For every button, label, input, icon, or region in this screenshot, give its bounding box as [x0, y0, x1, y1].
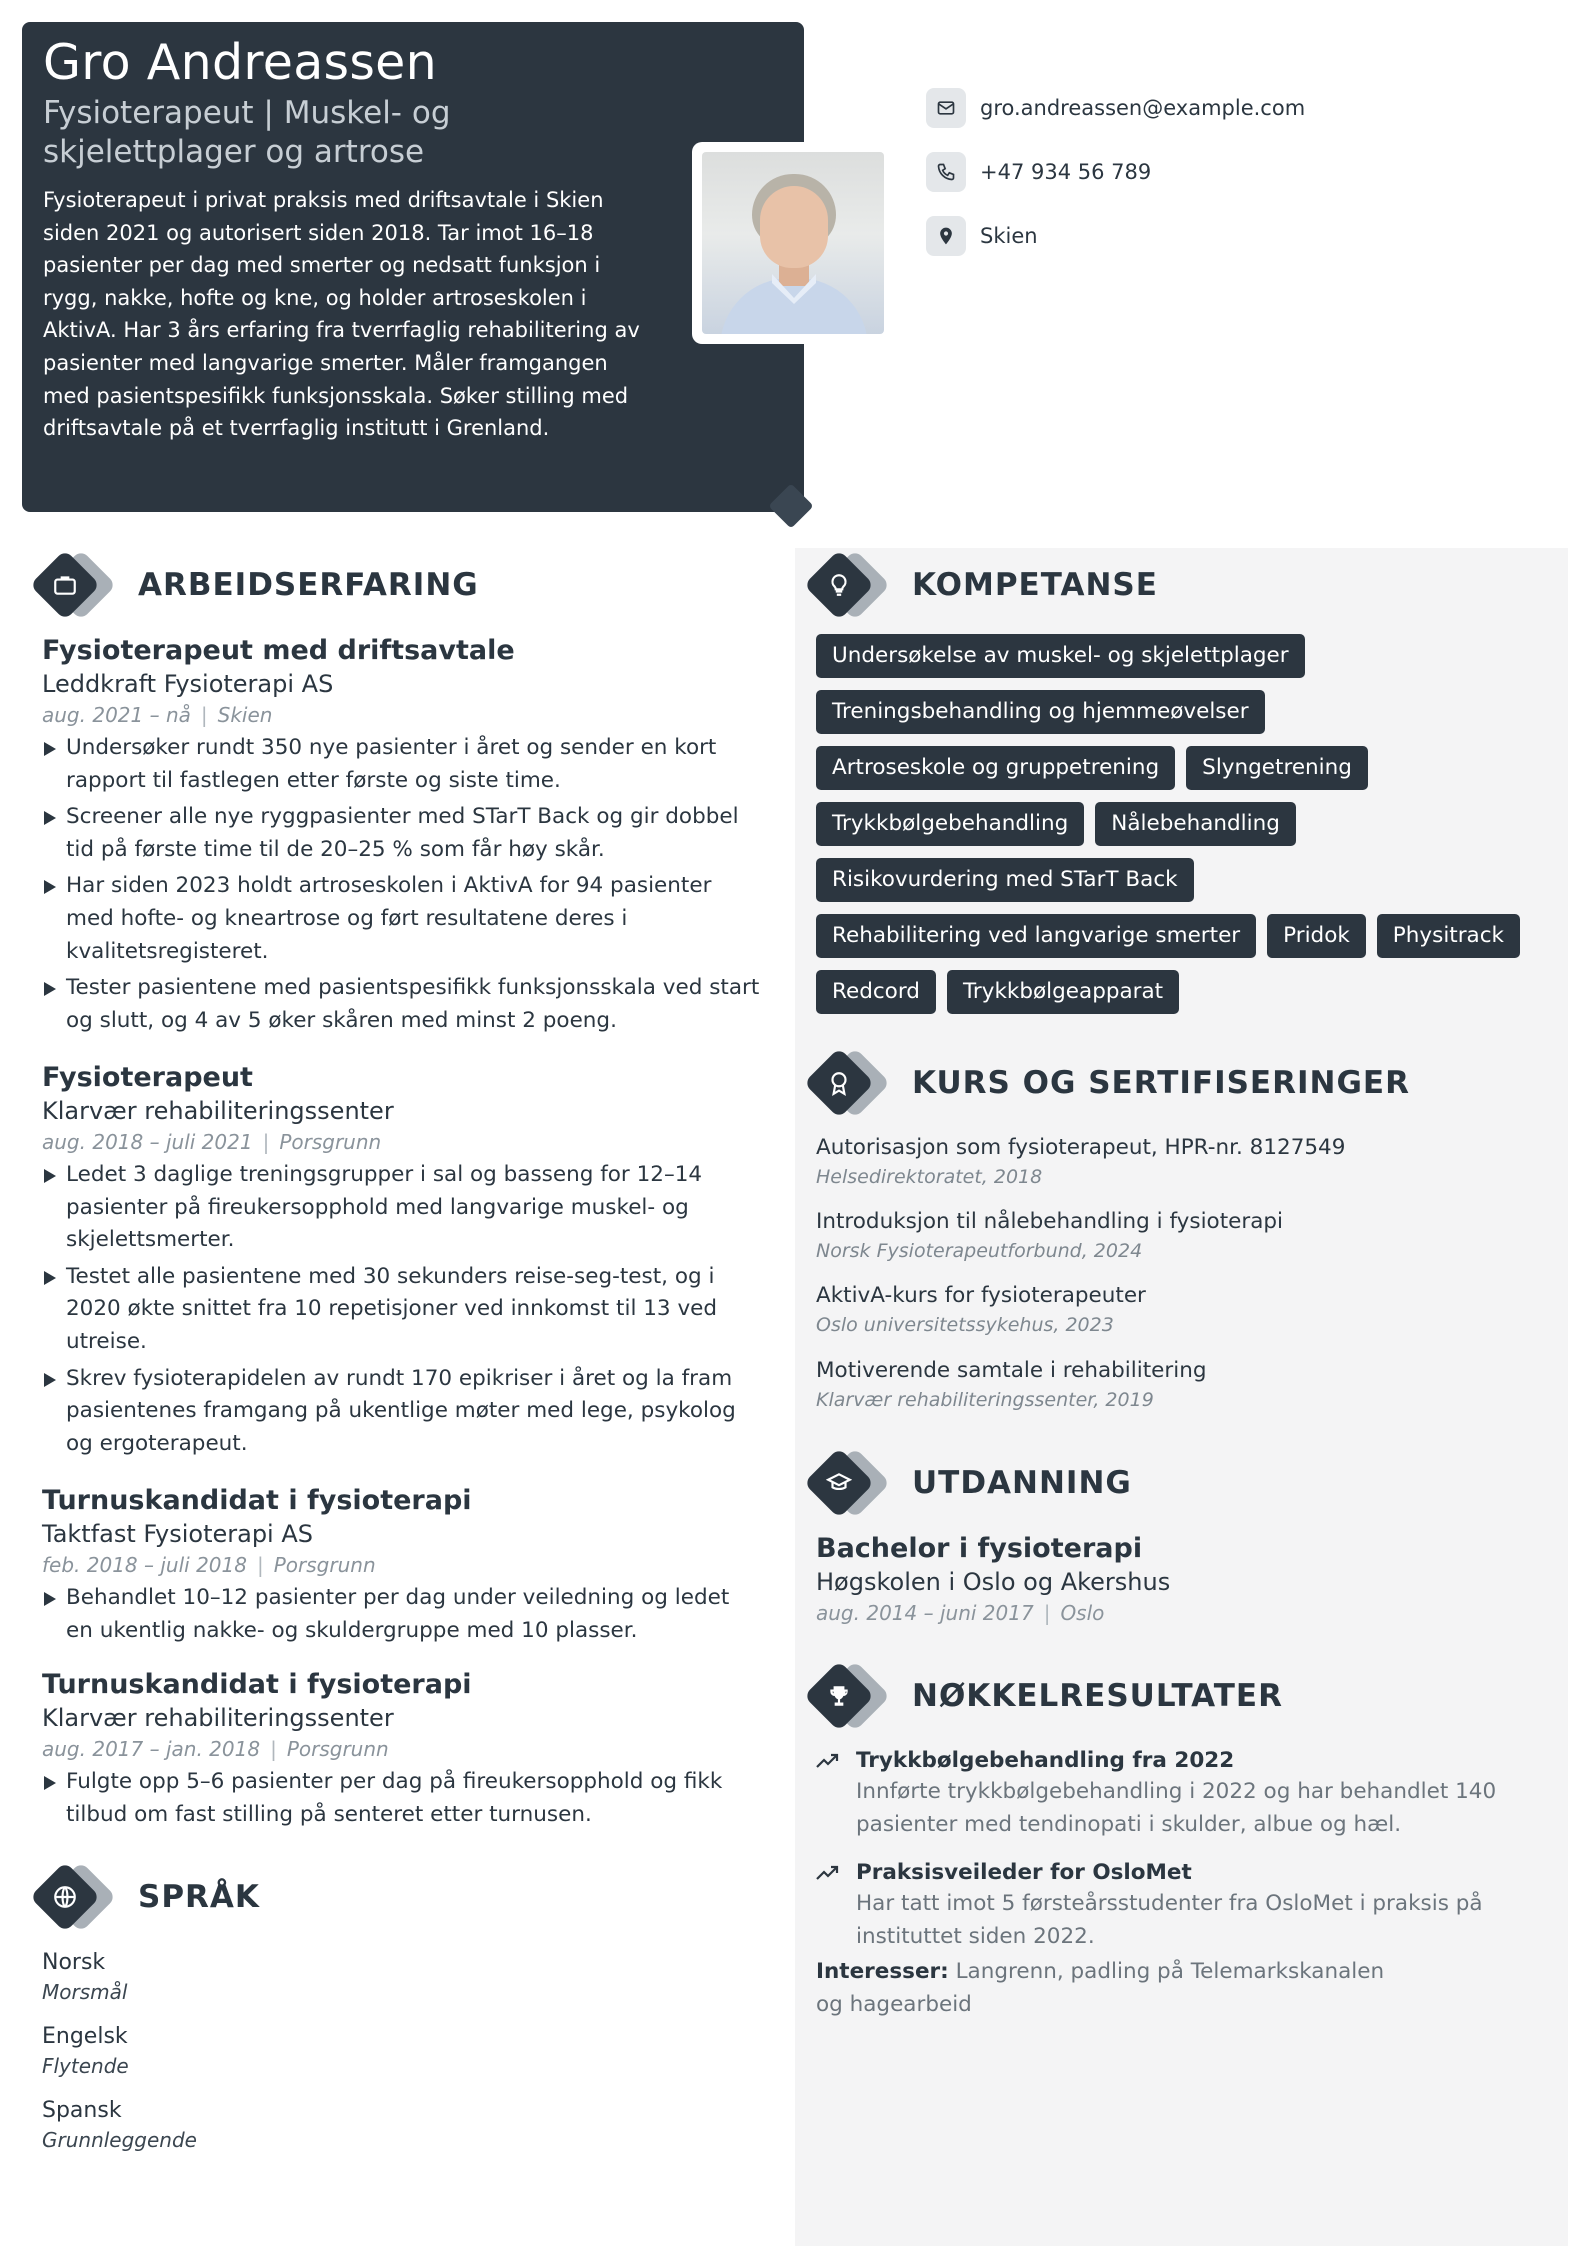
job-entry [42, 1061, 762, 1464]
interests-label: Interesser: [816, 1959, 949, 1984]
section-skills-heading [800, 546, 1158, 624]
cert-org: Oslo universitetssykehus, 2023 [816, 1314, 1114, 1336]
bullet: Testet alle pasientene med 30 sekunders reise-seg-test, og i 2020 økte snittet fra 10 repetisjoner ved innkomst til 13 ved utreise. [42, 1261, 762, 1359]
school: Høgskolen i Oslo og Akershus [816, 1568, 1171, 1596]
result-title: Praksisveileder for OsloMet [856, 1860, 1192, 1885]
cert-item [816, 1281, 1146, 1339]
result-description: Innførte trykkbølgebehandling i 2022 og har behandlet 140 pasienter med tendinopati i skulder, albue og hæl. [856, 1779, 1497, 1837]
job-company: Klarvær rehabiliteringssenter [42, 1704, 394, 1732]
email-text: gro.andreassen@example.com [980, 96, 1306, 120]
cert-name: Introduksjon til nålebehandling i fysioterapi [816, 1209, 1283, 1234]
job-title: Turnuskandidat i fysioterapi [42, 1485, 472, 1516]
job-entry [42, 1668, 762, 1835]
cert-name: Motiverende samtale i rehabilitering [816, 1358, 1207, 1383]
skill-chip: Risikovurdering med STarT Back [816, 858, 1194, 902]
section-languages-heading [26, 1858, 260, 1936]
header-card [22, 22, 804, 512]
skill-chip: Slyngetrening [1186, 746, 1368, 790]
location-text: Skien [980, 224, 1038, 248]
job-meta: aug. 2017 – jan. 2018 | Porsgrunn [42, 1737, 389, 1761]
briefcase-icon [52, 572, 78, 598]
graduation-cap-icon [826, 1470, 852, 1496]
section-title: UTDANNING [912, 1465, 1132, 1501]
bullet: Skrev fysioterapidelen av rundt 170 epikriser i året og la fram pasientenes framgang på ukentlige møter med lege, psykolog og ergoterapeut. [42, 1363, 762, 1461]
section-title: ARBEIDSERFARING [138, 567, 479, 603]
interests [816, 1956, 1416, 2021]
cert-item [816, 1356, 1206, 1414]
candidate-name: Gro Andreassen [43, 34, 437, 91]
result-item [816, 1858, 1516, 1953]
section-title: KURS OG SERTIFISERINGER [912, 1065, 1410, 1101]
job-company: Taktfast Fysioterapi AS [42, 1520, 313, 1548]
skill-chip: Pridok [1267, 914, 1366, 958]
bullet: Tester pasientene med pasientspesifikk funksjonsskala ved start og slutt, og 4 av 5 øker skåren med minst 2 poeng. [42, 972, 762, 1037]
profile-summary: Fysioterapeut i privat praksis med driftsavtale i Skien siden 2021 og autorisert siden 2018. Tar imot 16–18 pasienter per dag med smerter og nedsatt funksjon i rygg, nakke, hofte og kne, og holder artroseskolen i AktivA. Har 3 års erfaring fra tverrfaglig rehabilitering av pasienter med langvarige smerter. Måler framgangen med pasientspesifikk funksjonsskala. Søker stilling med driftsavtale på et tverrfaglig institutt i Grenland. [43, 188, 640, 441]
job-bullets [42, 1766, 762, 1831]
education-entry [816, 1532, 1170, 1628]
cert-name: AktivA-kurs for fysioterapeuter [816, 1283, 1146, 1308]
job-meta: aug. 2021 – nå | Skien [42, 703, 273, 727]
skill-chip: Nålebehandling [1095, 802, 1296, 846]
job-entry [42, 634, 762, 1041]
language-level: Flytende [42, 2054, 129, 2078]
bullet: Behandlet 10–12 pasienter per dag under veiledning og ledet en ukentlig nakke- og skuldergruppe med 10 plasser. [42, 1582, 762, 1647]
contact-email[interactable] [926, 88, 1305, 128]
lightbulb-icon [826, 572, 852, 598]
candidate-title: Fysioterapeut | Muskel- og skjelettplager og artrose [43, 95, 451, 170]
section-title: SPRÅK [138, 1879, 260, 1915]
language-level: Grunnleggende [42, 2128, 197, 2152]
cert-org: Norsk Fysioterapeutforbund, 2024 [816, 1240, 1143, 1262]
job-meta: feb. 2018 – juli 2018 | Porsgrunn [42, 1553, 376, 1577]
trending-up-icon [816, 1752, 840, 1770]
bullet: Undersøker rundt 350 nye pasienter i året og sender en kort rapport til fastlegen etter første og siste time. [42, 732, 762, 797]
section-title: KOMPETANSE [912, 567, 1158, 603]
skill-chip: Redcord [816, 970, 936, 1014]
contact-list [926, 88, 1305, 280]
skill-chip: Artroseskole og gruppetrening [816, 746, 1175, 790]
section-education-heading [800, 1444, 1132, 1522]
language-name: Engelsk [42, 2024, 128, 2049]
bullet: Har siden 2023 holdt artroseskolen i AktivA for 94 pasienter med hofte- og kneartrose og ført resultatene deres i kvalitetsregisteret. [42, 870, 762, 968]
job-entry [42, 1484, 762, 1651]
cert-org: Helsedirektoratet, 2018 [816, 1166, 1043, 1188]
trending-up-icon [816, 1864, 840, 1882]
section-experience-heading [26, 546, 479, 624]
skill-chip: Physitrack [1377, 914, 1520, 958]
degree: Bachelor i fysioterapi [816, 1533, 1143, 1564]
phone-icon [926, 152, 966, 192]
cert-name: Autorisasjon som fysioterapeut, HPR-nr. 8127549 [816, 1135, 1346, 1160]
cert-item [816, 1133, 1345, 1191]
skill-chip: Treningsbehandling og hjemmeøvelser [816, 690, 1265, 734]
skill-chip: Rehabilitering ved langvarige smerter [816, 914, 1256, 958]
job-bullets [42, 1582, 762, 1647]
result-description: Har tatt imot 5 førsteårsstudenter fra OsloMet i praksis på instituttet siden 2022. [856, 1891, 1483, 1949]
bullet: Ledet 3 daglige treningsgrupper i sal og basseng for 12–14 pasienter på fireukersopphold med langvarige muskel- og skjelettsmerter. [42, 1159, 762, 1257]
phone-text: +47 934 56 789 [980, 160, 1152, 184]
skill-chip: Trykkbølgeapparat [947, 970, 1179, 1014]
mail-icon [926, 88, 966, 128]
contact-location [926, 216, 1305, 256]
job-bullets [42, 1159, 762, 1460]
result-item [816, 1746, 1516, 1841]
cert-item [816, 1207, 1283, 1265]
bullet: Screener alle nye ryggpasienter med STarT Back og gir dobbel tid på første time til de 20–25 % som får høy skår. [42, 801, 762, 866]
section-results-heading [800, 1657, 1283, 1735]
job-bullets [42, 732, 762, 1037]
contact-phone[interactable] [926, 152, 1305, 192]
language-name: Norsk [42, 1950, 106, 1975]
job-title: Turnuskandidat i fysioterapi [42, 1669, 472, 1700]
interests-text: Langrenn, padling på Telemarkskanalen og hagearbeid [816, 1959, 1385, 2017]
section-certs-heading [800, 1044, 1410, 1122]
job-company: Leddkraft Fysioterapi AS [42, 670, 334, 698]
trophy-icon [826, 1683, 852, 1709]
job-meta: aug. 2018 – juli 2021 | Porsgrunn [42, 1130, 382, 1154]
job-title: Fysioterapeut [42, 1062, 253, 1093]
job-title: Fysioterapeut med driftsavtale [42, 635, 515, 666]
award-icon [826, 1070, 852, 1096]
language-name: Spansk [42, 2098, 122, 2123]
job-company: Klarvær rehabiliteringssenter [42, 1097, 394, 1125]
skill-chips [816, 634, 1556, 1026]
language-item [42, 2096, 197, 2154]
language-item [42, 1948, 127, 2006]
skill-chip: Undersøkelse av muskel- og skjelettplager [816, 634, 1305, 678]
result-title: Trykkbølgebehandling fra 2022 [856, 1748, 1235, 1773]
education-meta: aug. 2014 – juni 2017 | Oslo [816, 1601, 1105, 1625]
section-title: NØKKELRESULTATER [912, 1678, 1283, 1714]
language-item [42, 2022, 129, 2080]
language-level: Morsmål [42, 1980, 128, 2004]
cert-org: Klarvær rehabiliteringssenter, 2019 [816, 1389, 1154, 1411]
map-pin-icon [926, 216, 966, 256]
bullet: Fulgte opp 5–6 pasienter per dag på fireukersopphold og fikk tilbud om fast stilling på senteret etter turnusen. [42, 1766, 762, 1831]
profile-photo [692, 142, 890, 344]
skill-chip: Trykkbølgebehandling [816, 802, 1084, 846]
globe-icon [52, 1884, 78, 1910]
